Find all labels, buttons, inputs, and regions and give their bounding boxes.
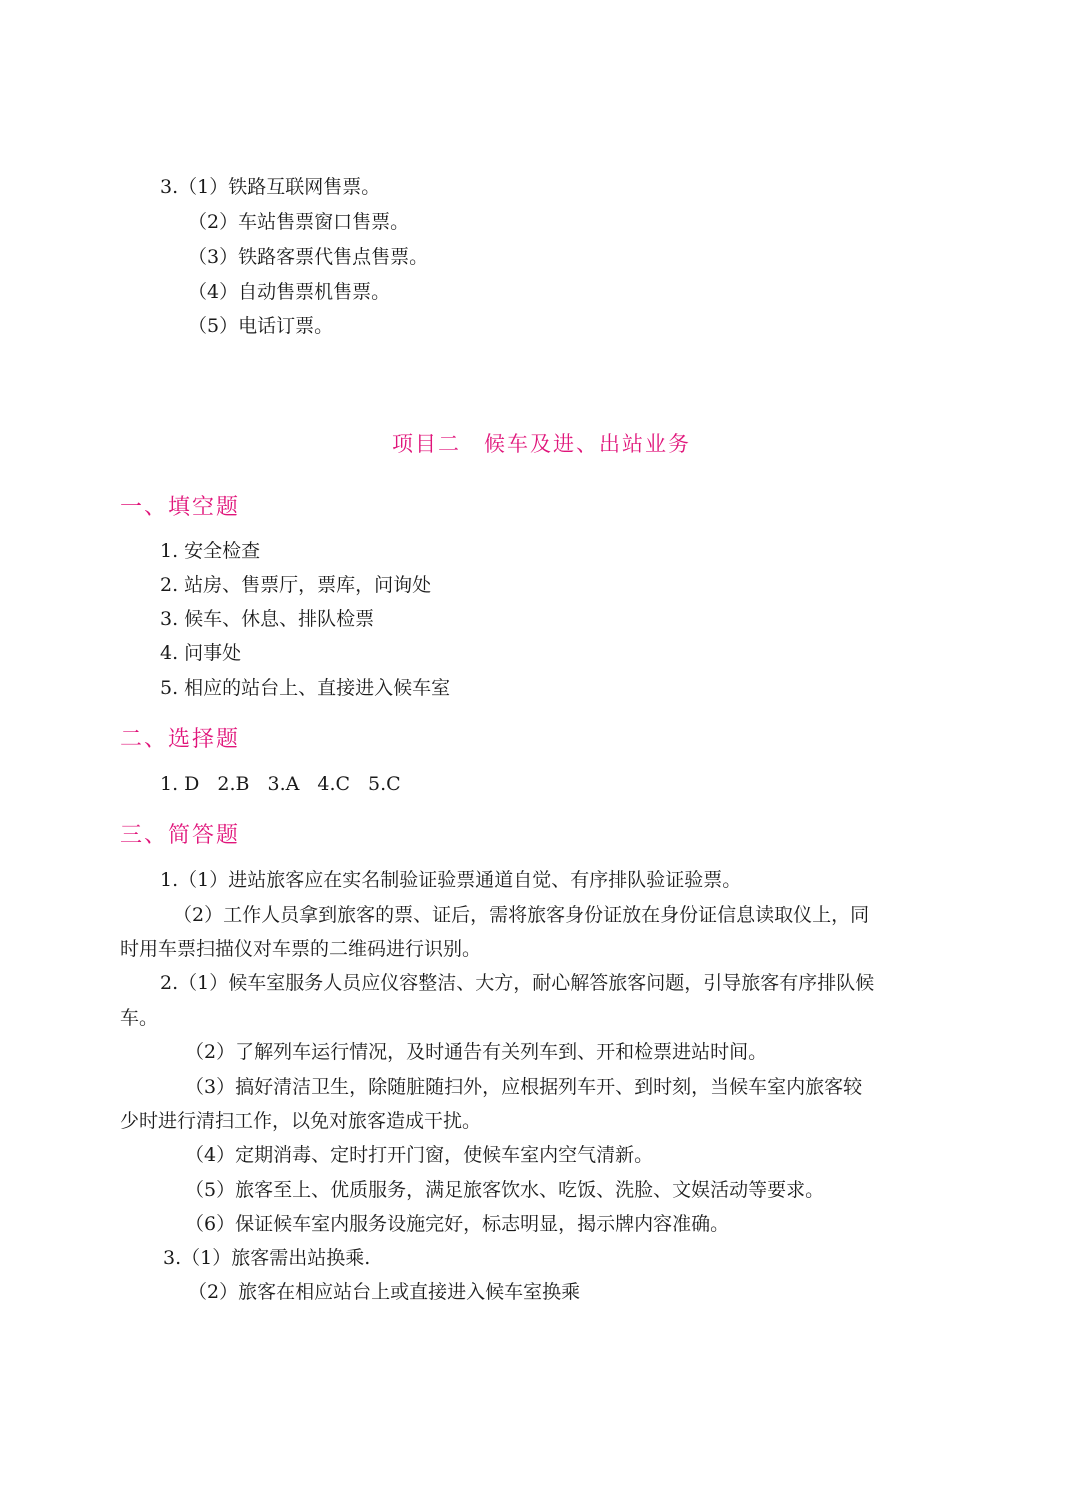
answer-line: 时用车票扫描仪对车票的二维码进行识别。 (120, 938, 482, 960)
answer-line: （3）搞好清洁卫生，除随脏随扫外，应根据列车开、到时刻，当候车室内旅客较 (185, 1076, 863, 1098)
top-list-item: （4）自动售票机售票。 (188, 281, 391, 303)
answer-line: （2）旅客在相应站台上或直接进入候车室换乘 (188, 1281, 581, 1303)
answer-line: （6）保证候车室内服务设施完好，标志明显，揭示牌内容准确。 (185, 1213, 730, 1235)
answer-line: 3.（1）旅客需出站换乘. (163, 1247, 371, 1269)
list-item: 2. 站房、售票厅，票库，问询处 (160, 574, 432, 596)
section-heading-multiple-choice: 二、选择题 (120, 727, 241, 752)
top-list-item: （2）车站售票窗口售票。 (188, 211, 410, 233)
choice-answers (160, 771, 419, 797)
answer-line: （5）旅客至上、优质服务，满足旅客饮水、吃饭、洗脸、文娱活动等要求。 (185, 1179, 825, 1201)
answer-line: （2）工作人员拿到旅客的票、证后，需将旅客身份证放在身份证信息读取仪上，同 (173, 904, 870, 926)
list-item: 3. 候车、休息、排队检票 (160, 608, 375, 630)
answer-line: （2）了解列车运行情况，及时通告有关列车到、开和检票进站时间。 (185, 1041, 768, 1063)
answer-line: 2.（1）候车室服务人员应仪容整洁、大方，耐心解答旅客问题，引导旅客有序排队候 (160, 972, 875, 994)
answer-line: 车。 (120, 1007, 159, 1029)
answer-line: 少时进行清扫工作，以免对旅客造成干扰。 (120, 1110, 482, 1132)
list-item: 1. 安全检查 (160, 540, 261, 562)
choice-answer: 5.C (368, 773, 401, 795)
top-list-item: 3.（1）铁路互联网售票。 (160, 176, 381, 198)
project-title: 项目二 候车及进、出站业务 (392, 432, 691, 456)
answer-line: 1.（1）进站旅客应在实名制验证验票通道自觉、有序排队验证验票。 (160, 869, 742, 891)
list-item: 5. 相应的站台上、直接进入候车室 (160, 677, 451, 699)
choice-answer: 2.B (217, 773, 250, 795)
top-list-item: （3）铁路客票代售点售票。 (188, 246, 429, 268)
section-heading-short-answer: 三、简答题 (120, 823, 241, 848)
section-heading-fill-in: 一、填空题 (120, 495, 241, 520)
choice-answer: 3.A (267, 773, 300, 795)
choice-answer: 1. D (160, 773, 200, 795)
answer-line: （4）定期消毒、定时打开门窗，使候车室内空气清新。 (185, 1144, 654, 1166)
top-list-item: （5）电话订票。 (188, 315, 334, 337)
list-item: 4. 问事处 (160, 642, 242, 664)
choice-answer: 4.C (317, 773, 351, 795)
